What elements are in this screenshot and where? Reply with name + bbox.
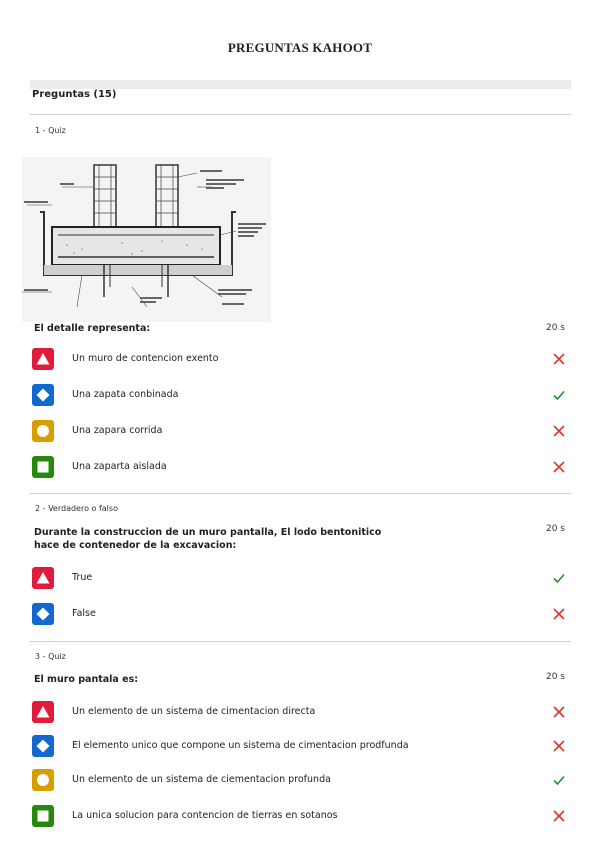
question-type-label: 2 - Verdadero o falso xyxy=(35,504,118,513)
diamond-shape-icon xyxy=(32,603,54,625)
document-title: PREGUNTAS KAHOOT xyxy=(227,40,373,55)
question-card xyxy=(30,648,571,838)
square-shape-icon xyxy=(32,456,54,478)
header-band xyxy=(30,80,571,89)
answer-option xyxy=(32,384,567,406)
answer-text: Una zapara corrida xyxy=(72,425,163,436)
triangle-shape-icon xyxy=(32,567,54,589)
question-text: El detalle representa: xyxy=(34,323,151,334)
answer-text: Una zaparta aislada xyxy=(72,461,167,472)
wrong-x-icon xyxy=(551,606,567,622)
wrong-x-icon xyxy=(551,459,567,475)
answer-text: False xyxy=(72,608,96,619)
diamond-shape-icon xyxy=(32,735,54,757)
triangle-shape-icon xyxy=(32,701,54,723)
answer-option xyxy=(32,348,567,370)
question-text-line-2: hace de contenedor de la excavacion: xyxy=(34,540,237,551)
question-text-line-1: Durante la construccion de un muro pantalla, El lodo bentonitico xyxy=(34,527,382,538)
circle-shape-icon xyxy=(32,420,54,442)
wrong-x-icon xyxy=(551,704,567,720)
answer-option xyxy=(32,456,567,478)
correct-check-icon xyxy=(551,570,567,586)
foundation-detail-image xyxy=(22,157,271,322)
answer-text: El elemento unico que compone un sistema de cimentacion prodfunda xyxy=(72,740,409,751)
answer-option xyxy=(32,420,567,442)
diamond-shape-icon xyxy=(32,384,54,406)
wrong-x-icon xyxy=(551,808,567,824)
correct-check-icon xyxy=(551,387,567,403)
wrong-x-icon xyxy=(551,351,567,367)
question-divider xyxy=(30,641,571,642)
question-time: 20 s xyxy=(545,524,565,534)
answer-text: True xyxy=(72,572,93,583)
answer-text: Un elemento de un sistema de cimentacion directa xyxy=(72,706,316,717)
questions-section-header xyxy=(30,80,571,115)
question-text: El muro pantala es: xyxy=(34,674,139,685)
question-divider xyxy=(30,493,571,494)
correct-check-icon xyxy=(551,772,567,788)
answer-text: La unica solucion para contencion de tierras en sotanos xyxy=(72,810,338,821)
answer-option xyxy=(32,805,567,827)
answer-option xyxy=(32,701,567,723)
square-shape-icon xyxy=(32,805,54,827)
question-type-label: 1 - Quiz xyxy=(35,126,66,135)
answer-text: Un elemento de un sistema de ciementacion profunda xyxy=(72,774,331,785)
answer-option xyxy=(32,769,567,791)
answer-option xyxy=(32,603,567,625)
question-card xyxy=(30,500,571,636)
answer-text: Una zapata conbinada xyxy=(72,389,179,400)
answer-option xyxy=(32,735,567,757)
question-time: 20 s xyxy=(545,323,565,333)
question-time: 20 s xyxy=(545,672,565,682)
questions-count-label: Preguntas (15) xyxy=(32,89,117,100)
question-type-label: 3 - Quiz xyxy=(35,652,66,661)
wrong-x-icon xyxy=(551,738,567,754)
wrong-x-icon xyxy=(551,423,567,439)
answer-text: Un muro de contencion exento xyxy=(72,353,219,364)
triangle-shape-icon xyxy=(32,348,54,370)
answer-option xyxy=(32,567,567,589)
circle-shape-icon xyxy=(32,769,54,791)
